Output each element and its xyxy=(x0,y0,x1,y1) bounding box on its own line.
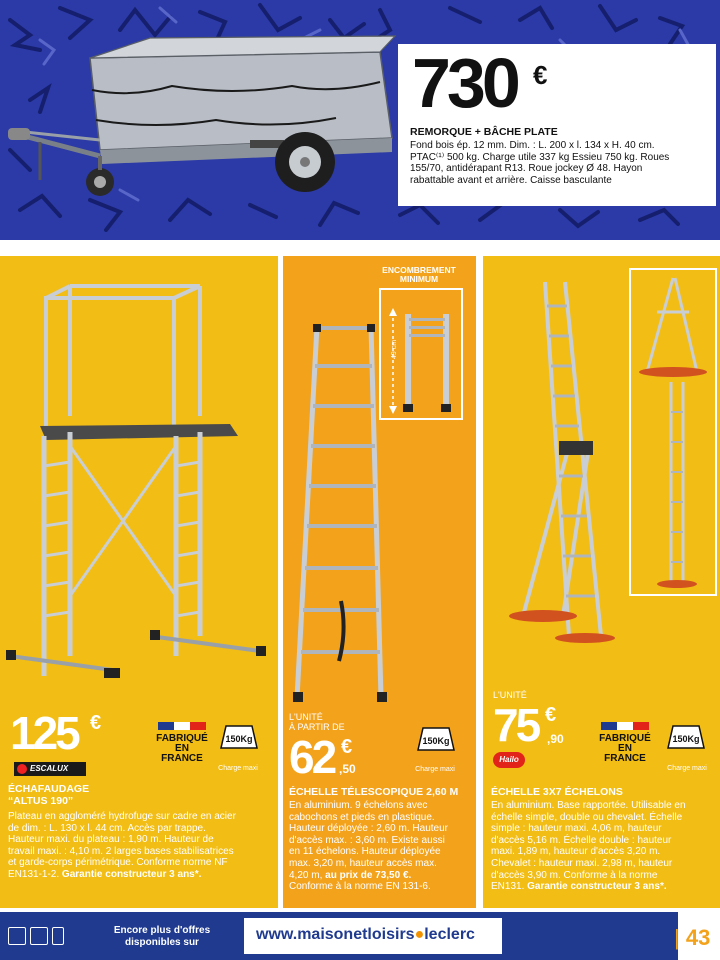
website-link-box[interactable] xyxy=(244,918,502,954)
hero-desc-line: PTAC⁽¹⁾ 500 kg. Charge utile 337 kg Essieu 750 kg. Roues xyxy=(410,151,670,163)
desc-line: en 11 échelons. Hauteur déployée xyxy=(289,846,441,858)
three-part-ladder-image xyxy=(489,276,649,656)
fabrique-line: EN FRANCE xyxy=(604,743,646,764)
hailo-logo: Hailo xyxy=(493,752,525,768)
desc-line: d'accès 5,16 m. Échelle double : hauteur xyxy=(491,834,672,846)
escalux-logo-dot xyxy=(17,764,27,774)
escalux-logo xyxy=(14,762,86,776)
desc-line: simple : hauteur maxi. 4,06 m, hauteur xyxy=(491,823,662,835)
ladder-variants-image xyxy=(633,272,715,592)
hero-currency: € xyxy=(533,60,548,90)
escalux-logo-text: ESCALUX xyxy=(30,764,69,773)
page-number xyxy=(674,925,710,951)
hero-price: 730 xyxy=(412,44,517,122)
unit-label-line: L'UNITÉ xyxy=(493,690,527,700)
unit-label-line: L'UNITÉ xyxy=(289,712,323,722)
desc-line: En aluminium. 9 échelons avec xyxy=(289,800,428,811)
website-url-suffix: leclerc xyxy=(424,926,475,943)
unit-label-line: À PARTIR DE xyxy=(289,722,345,732)
product-card-telescopic-ladder xyxy=(283,256,476,908)
encombrement-title xyxy=(379,266,459,284)
encombrement-dimension: 49 cm xyxy=(391,339,399,360)
scaffold-price: 125 xyxy=(10,707,78,759)
charge-maxi-badge-icon xyxy=(415,722,457,754)
more-offers-text xyxy=(112,925,212,949)
desc-line: travail maxi. : 4,10 m. 2 larges bases stabilisatrices xyxy=(8,845,234,857)
desc-line: de dim. : L. 130 x l. 44 cm. Accès par trappe. xyxy=(8,822,206,834)
ladder-description xyxy=(491,800,719,893)
telescopic-title: ÉCHELLE TÉLESCOPIQUE 2,60 M xyxy=(289,786,459,798)
telescopic-currency: € xyxy=(341,736,353,758)
page-number-value: 43 xyxy=(685,925,711,950)
ladder-currency: € xyxy=(545,704,557,726)
website-url: www.maisonetloisirs xyxy=(256,926,415,943)
desc-line: Conforme à la norme EN 131-6. xyxy=(289,881,431,893)
telescopic-description xyxy=(289,800,473,893)
desc-line: d'accès max. : 3,60 m. Existe aussi xyxy=(289,834,445,846)
desc-line: d'accès 3,90 m. Conforme à la norme xyxy=(491,869,658,881)
desc-line xyxy=(289,870,473,882)
laptop-icon xyxy=(8,927,26,945)
desc-line: maxi. 1,89 m, hauteur d'accès 3,20 m. xyxy=(491,846,661,858)
fabrique-line: FABRIQUÉ xyxy=(599,733,651,744)
desc-text: 4,20 m, xyxy=(289,869,323,881)
telescopic-ladder-image xyxy=(289,306,399,706)
desc-text: EN131-1-2. xyxy=(8,868,60,880)
telescopic-price: 62 xyxy=(289,731,335,783)
charge-maxi-badge-icon xyxy=(218,720,260,752)
desc-line: Hauteur déployée : 2,60 m. Hauteur xyxy=(289,823,448,835)
hero-desc-line: Fond bois ép. 12 mm. Dim. : L. 200 x l. 134 x H. 40 cm. xyxy=(410,140,655,151)
unit-label xyxy=(289,712,345,732)
product-card-3x7-ladder xyxy=(483,256,720,908)
french-flag-icon xyxy=(158,722,206,730)
fabrique-line: EN FRANCE xyxy=(161,743,203,764)
hero-banner xyxy=(0,0,720,240)
fabrique-en-france-label xyxy=(156,734,208,764)
scaffold-title-line: “ALTUS 190” xyxy=(8,795,74,807)
device-icons xyxy=(8,924,78,948)
charge-value: 150Kg xyxy=(672,734,700,744)
hero-description xyxy=(410,140,710,186)
warranty-text: Garantie constructeur 3 ans*. xyxy=(61,868,202,880)
charge-maxi-badge-icon xyxy=(665,720,707,752)
scaffold-title xyxy=(8,783,89,807)
price-note: au prix de 73,50 €. xyxy=(325,869,412,881)
desc-line: échelle simple, double ou chevalet. Échelle xyxy=(491,811,683,823)
more-offers-line: Encore plus d'offres xyxy=(113,925,211,936)
more-offers-line: disponibles sur xyxy=(125,937,199,948)
ladder-price: 75 xyxy=(493,699,539,751)
desc-text: EN131. xyxy=(491,881,525,893)
desc-line xyxy=(8,869,274,881)
scaffold-title-line: ÉCHAFAUDAGE xyxy=(8,783,90,795)
desc-line: Chevalet : hauteur maxi. 2,98 m, hauteur xyxy=(491,857,673,869)
tablet-icon xyxy=(30,927,48,945)
desc-line: max. 3,20 m, hauteur accès max. xyxy=(289,857,437,869)
desc-line: En aluminium. Base rapportée. Utilisable en xyxy=(491,800,686,811)
charge-maxi-label: Charge maxi xyxy=(667,765,707,772)
hero-desc-line: 155/70, antidérapant R13. Roue jockey Ø 48. Hayon xyxy=(410,163,643,175)
ladder-cents: ,90 xyxy=(547,732,564,746)
desc-line: Hauteur maxi. du plateau : 1,90 m. Hauteur de xyxy=(8,834,214,846)
page-number-divider: | xyxy=(674,925,686,950)
warranty-text: Garantie constructeur 3 ans*. xyxy=(527,881,667,893)
hero-price-box xyxy=(398,44,716,206)
desc-line: Plateau en aggloméré hydrofuge sur cadre en acier xyxy=(8,811,236,822)
phone-icon xyxy=(52,927,64,945)
desc-line: et garde-corps périmétrique. Conforme norme NF xyxy=(8,857,228,869)
scaffold-description xyxy=(8,811,274,881)
trailer-image xyxy=(0,30,400,210)
charge-maxi-label: Charge maxi xyxy=(415,766,455,773)
ladder-title: ÉCHELLE 3X7 ÉCHELONS xyxy=(491,786,623,798)
desc-line xyxy=(491,881,719,893)
encombrement-line: ENCOMBREMENT xyxy=(382,265,456,275)
charge-maxi-label: Charge maxi xyxy=(218,765,258,772)
desc-line: cabochons et pieds en plastique. xyxy=(289,811,435,823)
fabrique-en-france-label xyxy=(599,734,651,764)
charge-value: 150Kg xyxy=(422,736,450,746)
hero-product-title: REMORQUE + BÂCHE PLATE xyxy=(410,126,558,138)
french-flag-icon xyxy=(601,722,649,730)
website-link[interactable] xyxy=(256,926,475,944)
leclerc-dot-icon: ● xyxy=(414,926,425,943)
hero-desc-line: rabattable avant et arrière. Caisse basculante xyxy=(410,174,612,186)
scaffold-currency: € xyxy=(90,712,102,734)
fabrique-line: FABRIQUÉ xyxy=(156,733,208,744)
scaffold-image xyxy=(0,276,278,696)
encombrement-line: MINIMUM xyxy=(399,274,439,284)
charge-value: 150Kg xyxy=(225,734,253,744)
product-card-scaffold xyxy=(0,256,278,908)
telescopic-cents: ,50 xyxy=(339,762,356,776)
